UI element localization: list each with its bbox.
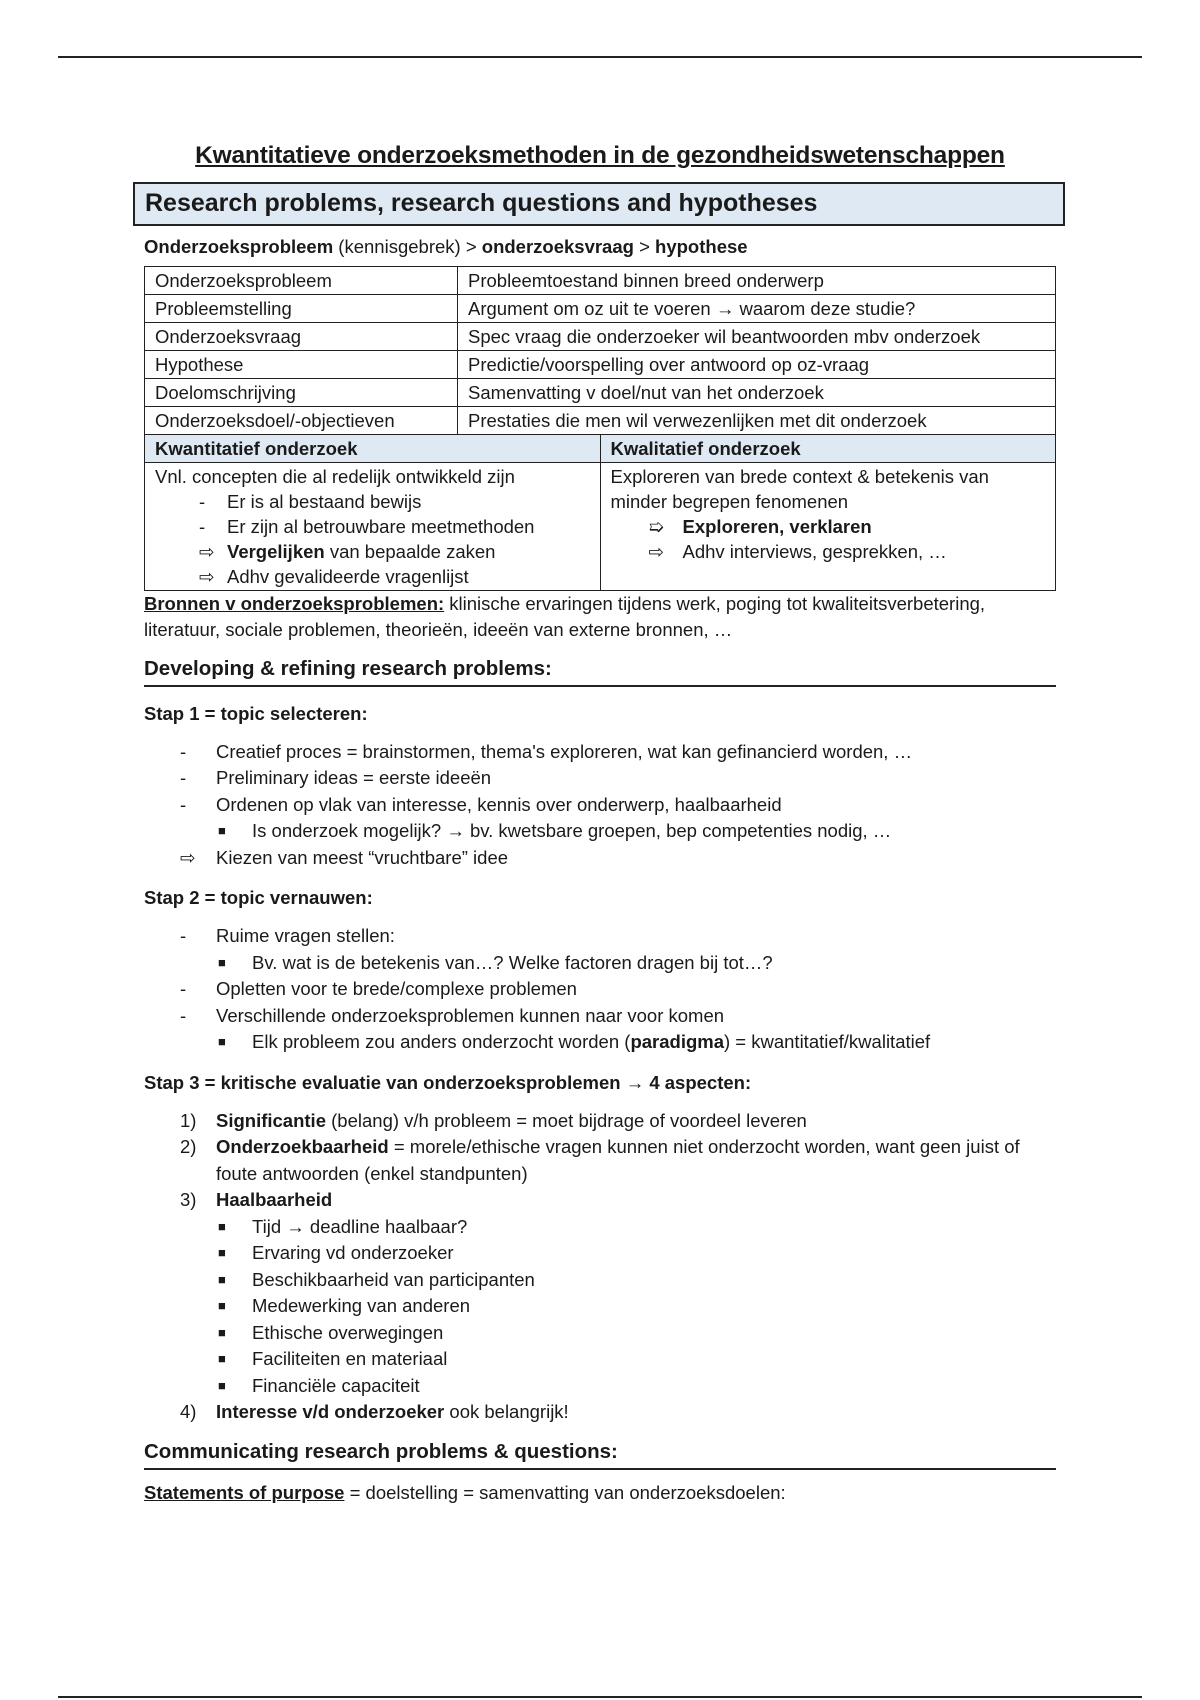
bullet-icon: - <box>180 925 187 946</box>
haalbaarheid-subitems <box>144 1214 1056 1400</box>
stap2-title: Stap 2 = topic vernauwen: <box>144 887 373 908</box>
intro-term-question: onderzoeksvraag <box>481 236 634 257</box>
bullet-icon: - <box>199 515 206 537</box>
aspect-1 <box>144 1108 1056 1135</box>
list-item <box>144 1214 1056 1241</box>
list-item <box>144 950 1056 977</box>
communicating-heading: Communicating research problems & questions: <box>144 1440 1056 1470</box>
list-item <box>144 818 1056 845</box>
aspect-2 <box>144 1134 1056 1187</box>
list-text: Ordenen op vlak van interesse, kennis over onderwerp, haalbaarheid <box>216 793 782 815</box>
list-text: Adhv gevalideerde vragenlijst <box>227 565 469 587</box>
quant-intro: Vnl. concepten die al redelijk ontwikkeld zijn <box>155 465 515 487</box>
bullet-icon: - <box>180 978 187 999</box>
list-text: Is onderzoek mogelijk? → bv. kwetsbare groepen, bep competenties nodig, … <box>252 820 892 841</box>
intro-term-hypothesis: hypothese <box>655 236 748 257</box>
bullet-icon: ■ <box>218 1245 226 1260</box>
aspect-3 <box>144 1187 1056 1214</box>
stap1-list <box>144 739 1056 872</box>
qual-intro: Exploreren van brede context & betekenis van minder begrepen fenomenen <box>610 465 989 512</box>
list-item <box>144 1267 1056 1294</box>
footer-rule <box>58 1696 1142 1698</box>
list-item <box>155 564 590 589</box>
definition-term: Onderzoeksvraag <box>145 323 458 351</box>
definition-row <box>145 351 1056 379</box>
intro-line <box>144 236 1056 258</box>
list-text: Financiële capaciteit <box>252 1374 420 1396</box>
list-text: Kiezen van meest “vruchtbare” idee <box>216 846 509 868</box>
list-item <box>144 1240 1056 1267</box>
list-text: Opletten voor te brede/complexe problemen <box>216 978 577 999</box>
qual-cell <box>600 462 1056 590</box>
list-item <box>144 1320 1056 1347</box>
definition-text: Predictie/voorspelling over antwoord op oz-vraag <box>458 351 1056 379</box>
list-text: Preliminary ideas = eerste ideeën <box>216 767 492 788</box>
definition-row <box>145 267 1056 295</box>
list-bold: Exploreren, verklaren <box>682 515 872 537</box>
bullet-icon: - <box>180 1004 187 1026</box>
list-item <box>144 739 1056 766</box>
statements-label: Statements of purpose <box>144 1481 345 1503</box>
quant-cell <box>145 462 601 590</box>
list-item <box>144 845 1056 872</box>
document-title: Kwantitatieve onderzoeksmethoden in de gezondheidswetenschappen <box>195 142 1005 169</box>
list-text: Verschillende onderzoeksproblemen kunnen naar voor komen <box>216 1004 725 1026</box>
list-item <box>144 923 1056 950</box>
list-text: Tijd → deadline haalbaar? <box>252 1215 468 1237</box>
list-bold: Vergelijken <box>227 540 325 562</box>
list-text: Er is al bestaand bewijs <box>227 490 422 512</box>
list-item <box>155 539 590 564</box>
list-text: ) = kwantitatief/kwalitatief <box>724 1031 931 1052</box>
section-title: Research problems, research questions and hypotheses <box>133 182 1065 226</box>
qual-header: Kwalitatief onderzoek <box>600 434 1056 462</box>
list-item <box>611 539 1046 564</box>
stap3-list-end <box>144 1399 1056 1426</box>
bullet-icon: - <box>180 793 187 815</box>
definition-text: Spec vraag die onderzoeker wil beantwoorden mbv onderzoek <box>458 323 1056 351</box>
list-item <box>144 792 1056 819</box>
list-item <box>144 1293 1056 1320</box>
header-rule <box>58 56 1142 58</box>
bullet-icon: ■ <box>218 954 226 970</box>
bullet-icon: ■ <box>218 1377 226 1393</box>
bullet-icon: ■ <box>218 1298 226 1313</box>
aspect-title: Significantie <box>216 1109 326 1131</box>
bullet-icon: ■ <box>218 1324 226 1340</box>
sources-text: klinische ervaringen tijdens werk, poging tot kwaliteitsverbetering, literatuur, sociale problemen, theorieën, ideeën van externe bronnen, … <box>144 592 986 640</box>
definition-term: Hypothese <box>145 351 458 379</box>
definition-row <box>145 379 1056 407</box>
list-item <box>144 1346 1056 1373</box>
definition-term: Onderzoeksdoel/-objectieven <box>145 407 458 435</box>
stap2-list <box>144 923 1056 1029</box>
bullet-icon: - <box>180 767 187 788</box>
bullet-icon: ⇨ <box>199 540 215 562</box>
list-item <box>155 514 590 539</box>
quant-header: Kwantitatief onderzoek <box>145 434 601 462</box>
bullet-icon: ■ <box>218 823 226 838</box>
bullet-icon: ■ <box>218 1351 226 1366</box>
comparison-table <box>144 434 1056 591</box>
definitions-table <box>144 266 1056 435</box>
definition-text: Probleemtoestand binnen breed onderwerp <box>458 267 1056 295</box>
list-text: Er zijn al betrouwbare meetmethoden <box>227 515 535 537</box>
sources-label: Bronnen v onderzoeksproblemen: <box>144 592 445 614</box>
aspect-text: (belang) v/h probleem = moet bijdrage of voordeel leveren <box>326 1109 807 1131</box>
stap2-last <box>144 1029 1056 1056</box>
definition-row <box>145 407 1056 435</box>
list-text: Ethische overwegingen <box>252 1321 444 1343</box>
definition-text: Prestaties die men wil verwezenlijken met dit onderzoek <box>458 407 1056 435</box>
list-bold: paradigma <box>630 1031 724 1052</box>
intro-sep-1: (kennisgebrek) > <box>333 236 482 257</box>
definition-term: Onderzoeksprobleem <box>145 267 458 295</box>
list-text: Ervaring vd onderzoeker <box>252 1242 454 1263</box>
bullet-icon: ⇨ <box>199 565 215 587</box>
aspect-number: 2) <box>180 1136 197 1157</box>
list-text: Bv. wat is de betekenis van…? Welke factoren dragen bij tot…? <box>252 951 773 973</box>
aspect-number: 4) <box>180 1401 197 1422</box>
aspect-4 <box>144 1399 1056 1426</box>
definition-row <box>145 295 1056 323</box>
aspect-text: = morele/ethische vragen kunnen niet onderzocht worden, want geen juist of foute antwoorden (enkel standpunten) <box>216 1136 1020 1184</box>
bullet-icon: - <box>180 740 187 762</box>
statements-text: = doelstelling = samenvatting van onderzoeksdoelen: <box>344 1481 786 1503</box>
bullet-icon: ➯ <box>648 515 665 537</box>
list-text: van bepaalde zaken <box>324 540 496 562</box>
stap1-title: Stap 1 = topic selecteren: <box>144 702 368 724</box>
intro-term-problem: Onderzoeksprobleem <box>144 236 334 257</box>
aspect-title: Onderzoekbaarheid <box>216 1136 389 1157</box>
list-text: Beschikbaarheid van participanten <box>252 1268 535 1290</box>
aspect-title: Interesse v/d onderzoeker <box>216 1401 445 1422</box>
definition-text: Argument om oz uit te voeren → waarom deze studie? <box>458 295 1056 323</box>
stap3-list <box>144 1108 1056 1214</box>
bullet-icon: ⇨ <box>648 540 665 562</box>
list-text: Creatief proces = brainstormen, thema's exploreren, wat kan gefinancierd worden, … <box>216 740 913 762</box>
bullet-icon: ■ <box>218 1271 226 1287</box>
bullet-icon: ■ <box>218 1218 226 1234</box>
bullet-icon: ⇨ <box>180 846 196 868</box>
list-text: Elk probleem zou anders onderzocht worden ( <box>252 1031 631 1052</box>
list-text: Adhv interviews, gesprekken, … <box>682 540 947 562</box>
list-item <box>144 1373 1056 1400</box>
definition-term: Doelomschrijving <box>145 379 458 407</box>
definition-row <box>145 323 1056 351</box>
document-body <box>144 142 1056 1506</box>
list-item <box>155 489 590 514</box>
aspect-title: Haalbaarheid <box>216 1189 333 1210</box>
developing-heading: Developing & refining research problems: <box>144 657 1056 687</box>
list-text: Medewerking van anderen <box>252 1295 471 1316</box>
list-text: Ruime vragen stellen: <box>216 925 395 946</box>
stap3-title: Stap 3 = kritische evaluatie van onderzoeksproblemen → 4 aspecten: <box>144 1071 752 1093</box>
list-item <box>144 976 1056 1003</box>
bullet-icon: ■ <box>218 1034 226 1049</box>
statements-paragraph <box>144 1480 1056 1506</box>
list-item <box>144 1029 1056 1056</box>
bullet-icon: - <box>199 490 206 512</box>
list-text: Faciliteiten en materiaal <box>252 1348 448 1369</box>
sources-paragraph <box>144 591 1056 643</box>
definition-term: Probleemstelling <box>145 295 458 323</box>
intro-sep-2: > <box>633 236 656 257</box>
aspect-number: 3) <box>180 1189 197 1210</box>
list-item <box>611 514 1046 539</box>
aspect-text: ook belangrijk! <box>444 1401 569 1422</box>
list-item <box>144 1003 1056 1030</box>
definition-text: Samenvatting v doel/nut van het onderzoek <box>458 379 1056 407</box>
list-item <box>144 765 1056 792</box>
aspect-number: 1) <box>180 1109 197 1131</box>
